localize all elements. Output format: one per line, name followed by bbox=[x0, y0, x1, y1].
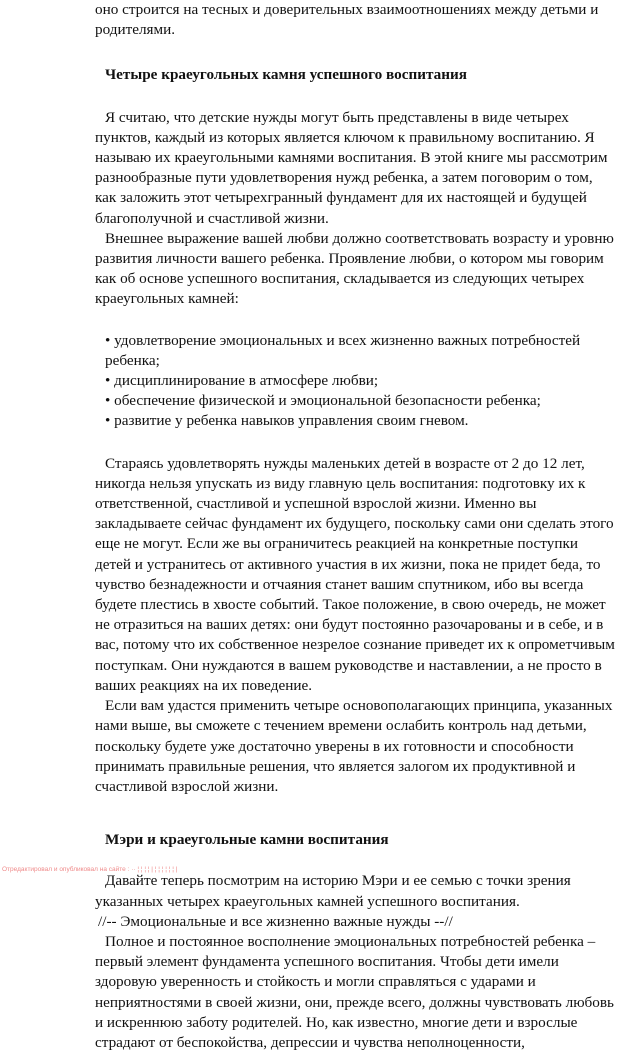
paragraph: Давайте теперь посмотрим на историю Мэри и ее семью с точки зрения указанных четырех краеугольных камней успешного воспитания. bbox=[95, 872, 571, 910]
list-item: • удовлетворение эмоциональных и всех жизненно важных потребностей ребенка; bbox=[105, 331, 617, 371]
section-heading-mary: Мэри и краеугольные камни воспитания bbox=[105, 831, 389, 849]
paragraph: Я считаю, что детские нужды могут быть представлены в виде четырех пунктов, каждый из которых является ключом к правильному воспитанию. Я называю их краеугольными камнями воспитания. В этой книге мы рассмотрим разнообразные пути удовлетворения нужд ребенка, а затем поговорим о том, как заложить этот четырехгранный фундамент для их настоящей и будущей благополучной и счастливой жизни. bbox=[95, 108, 608, 227]
paragraph: Стараясь удовлетворять нужды маленьких детей в возрасте от 2 до 12 лет, никогда нельзя упускать из виду главную цель воспитания: подготовку их к ответственной, счастливой и успешной взрослой жизни. Именно вы закладываете сейчас фундамент их будущего, поскольку сами они сделать этого еще не могут. Если же вы ограничитесь реакцией на конкретные поступки детей и устранитесь от активного участия в их жизни, пока не придет беда, то чувство безнадежности и отчаяния станет вашим спутником, ибо вы всегда будете плестись в хвосте событий. Такое положение, в свою очередь, не может не отразиться на ваших детях: они будут постоянно разочарованы и в себе, и в вас, потому что их собственное незрелое сознание приведет их к опрометчивым поступкам. Они нуждаются в вашем руководстве и наставлении, а не просто в ваших реакциях на их поведение. bbox=[95, 454, 615, 694]
paragraph: Если вам удастся применить четыре основополагающих принципа, указанных нами выше, вы сможете с течением времени ослабить контроль над детьми, поскольку будете уже достаточно уверены в их готовности и способности принимать правильные решения, что является залогом их продуктивной и счастливой взрослой жизни. bbox=[95, 697, 613, 795]
list-item: • развитие у ребенка навыков управления своим гневом. bbox=[105, 411, 617, 431]
lead-line: оно строится на тесных и доверительных взаимоотношениях между детьми и родителями. bbox=[95, 1, 599, 39]
section-heading-four-cornerstones: Четыре краеугольных камня успешного воспитания bbox=[105, 66, 467, 84]
list-item: • обеспечение физической и эмоциональной безопасности ребенка; bbox=[105, 391, 617, 411]
footer-watermark: Отредактировал и опубликовал на сайте : ·· ¦ ¦ ¦ ¦ | ¦ ¦ ¦ ¦ ¦ ¦ | bbox=[2, 866, 178, 873]
list-item: • дисциплинирование в атмосфере любви; bbox=[105, 371, 617, 391]
subheading: //-- Эмоциональные и все жизненно важные нужды --// bbox=[98, 912, 453, 930]
paragraph: Внешнее выражение вашей любви должно соответствовать возрасту и уровню развития личности вашего ребенка. Проявление любви, о котором мы говорим как об основе успешного воспитания, складывается из следующих четырех краеугольных камней: bbox=[95, 229, 614, 308]
cornerstones-list bbox=[95, 331, 617, 432]
paragraph: Полное и постоянное восполнение эмоциональных потребностей ребенка – первый элемент фундамента успешного воспитания. Чтобы дети имели здоровую уверенность и стойкость и могли справляться с ударами и неприятностями в своей жизни, они, прежде всего, должны чувствовать любовь и искреннюю заботу родителей. Но, как известно, многие дети и взрослые страдают от беспокойства, депрессии и чувства неполноценности, bbox=[95, 932, 614, 1051]
document-page bbox=[95, 0, 617, 1053]
